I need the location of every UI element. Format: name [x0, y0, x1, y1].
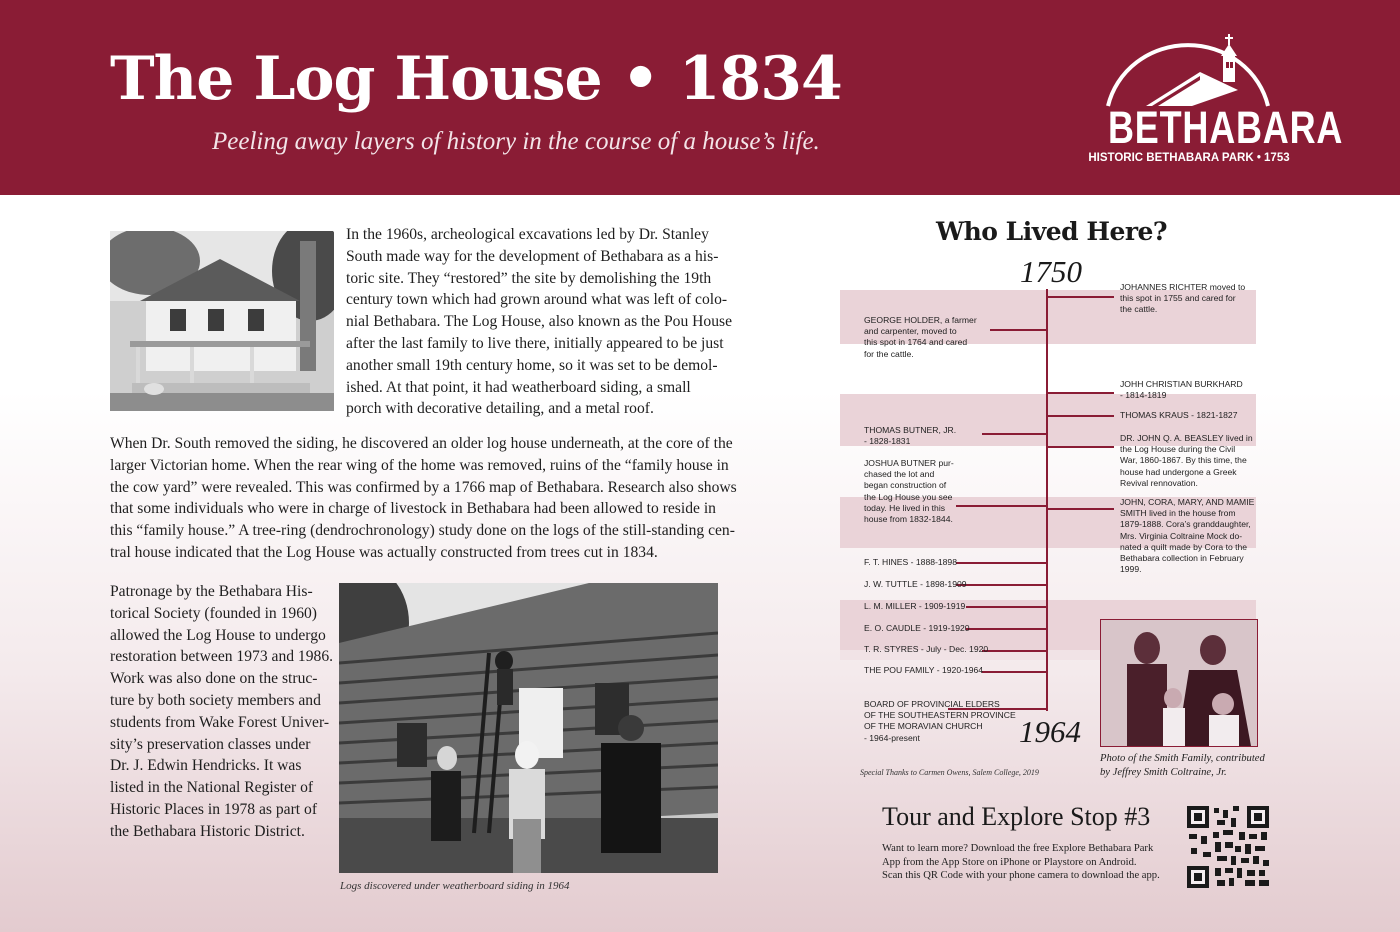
entry-line: JOHANNES RICHTER moved to	[1120, 282, 1246, 292]
entry-line: THE POU FAMILY - 1920-1964	[864, 665, 984, 675]
timeline-entry-miller	[864, 601, 965, 612]
page-subtitle: Peeling away layers of history in the course of a house’s life.	[212, 128, 820, 155]
entry-line: SMITH lived in the house from	[1120, 508, 1236, 519]
timeline-entry-hines	[864, 557, 957, 568]
entry-line: BOARD OF PROVINCIAL ELDERS	[864, 699, 1000, 709]
entry-line: chased the lot and	[864, 469, 935, 480]
timeline-heading: Who Lived Here?	[936, 217, 1168, 246]
entry-line: began construction of	[864, 480, 947, 491]
timeline-tick	[966, 628, 1046, 630]
intro-line: ished. At that point, it had weatherboard siding, a small	[346, 378, 691, 396]
entry-line: T. R. STYRES - July - Dec. 1920	[864, 644, 989, 654]
discovery-line: When Dr. South removed the siding, he discovered an older log house underneath, at the core of the	[110, 435, 733, 452]
discovery-paragraph	[110, 433, 737, 564]
patronage-line: Patronage by the Bethabara His-	[110, 583, 313, 600]
entry-line: DR. JOHN Q. A. BEASLEY lived in	[1120, 433, 1253, 443]
patronage-line: restoration between 1973 and 1986.	[110, 648, 334, 666]
intro-line: porch with decorative detailing, and a metal roof.	[346, 400, 654, 418]
entry-line: OF THE MORAVIAN CHURCH	[864, 721, 983, 732]
entry-line: War, 1860-1867. By this time, the	[1120, 455, 1247, 466]
intro-paragraph	[346, 224, 732, 420]
timeline-tick	[1048, 508, 1114, 510]
entry-line: - 1814-1819	[1120, 390, 1167, 401]
intro-line: after the last family to live there, initially appeared to be just	[346, 334, 724, 352]
log-house-restoration-photo	[339, 583, 718, 873]
entry-line: this spot in 1764 and cared	[864, 337, 968, 348]
entry-line: GEORGE HOLDER, a farmer	[864, 315, 977, 325]
entry-line: the Log House you see	[864, 491, 953, 502]
timeline-tick	[990, 329, 1046, 331]
entry-line: - 1964-present	[864, 732, 920, 743]
timeline-axis	[1046, 289, 1048, 711]
logs-photo-caption: Logs discovered under weatherboard siding in 1964	[340, 880, 570, 892]
timeline-entry-caudle	[864, 623, 970, 634]
tour-line: Scan this QR Code with your phone camera to download the app.	[882, 870, 1160, 882]
patronage-line: listed in the National Register of	[110, 779, 314, 797]
caption-line: by Jeffrey Smith Coltraine, Jr.	[1100, 766, 1227, 778]
timeline-tick	[982, 650, 1046, 652]
timeline-tick	[956, 505, 1046, 507]
timeline-entry-joshua-butner	[864, 458, 954, 525]
discovery-line: that some individuals who were in charge of livestock in Bethabara had been allowed to reside in	[110, 500, 716, 518]
intro-line: In the 1960s, archeological excavations led by Dr. Stanley	[346, 226, 709, 243]
patronage-line: torical Society (founded in 1960)	[110, 604, 317, 622]
intro-line: nial Bethabara. The Log House, also known as the Pou House	[346, 313, 733, 331]
entry-line: 1879-1888. Cora’s granddaughter,	[1120, 519, 1251, 530]
entry-line: Revival rennovation.	[1120, 477, 1198, 488]
timeline-tick	[982, 433, 1046, 435]
intro-line: South made way for the development of Bethabara as a his-	[346, 247, 719, 265]
entry-line: JOHH CHRISTIAN BURKHARD	[1120, 379, 1243, 389]
logo-wordmark: BETHABARA	[1108, 102, 1344, 153]
logo-tagline: HISTORIC BETHABARA PARK • 1753	[1088, 152, 1290, 164]
timeline-entry-tuttle	[864, 579, 967, 590]
timeline-entry-beasley	[1120, 433, 1253, 489]
entry-line: THOMAS KRAUS - 1821-1827	[1120, 410, 1238, 420]
patronage-line: Work was also done on the struc-	[110, 670, 318, 688]
victorian-house-photo	[110, 231, 334, 411]
qr-code-icon[interactable]	[1187, 806, 1269, 888]
discovery-line: larger Victorian home. When the rear wing of the home was removed, ruins of the “family house in	[110, 456, 729, 474]
smith-photo-caption	[1100, 752, 1265, 779]
timeline-entry-george-holder	[864, 315, 977, 360]
entry-line: nated a quilt made by Cora to the	[1120, 541, 1248, 552]
header-banner	[0, 0, 1400, 195]
timeline-entry-thomas-butner	[864, 425, 956, 447]
patronage-paragraph	[110, 581, 333, 843]
timeline-entry-smith-family	[1120, 497, 1254, 575]
discovery-line: the cow yard” were revealed. This was confirmed by a 1766 map of Bethabara. Research also shows	[110, 478, 737, 496]
patronage-line: ture by both society members and	[110, 691, 321, 709]
entry-line: JOSHUA BUTNER pur-	[864, 458, 954, 468]
entry-line: JOHN, CORA, MARY, AND MAMIE	[1120, 497, 1255, 507]
intro-line: another small 19th century home, so it was set to be demol-	[346, 356, 718, 374]
entry-line: - 1828-1831	[864, 436, 911, 447]
timeline-tick	[966, 606, 1046, 608]
tour-line: App from the App Store on iPhone or Playstore on Android.	[882, 856, 1137, 868]
church-roof-icon	[1088, 18, 1288, 113]
timeline-tick	[1048, 415, 1114, 417]
timeline-entry-moravian-board	[864, 699, 1016, 744]
timeline-tick	[1048, 392, 1114, 394]
entry-line: L. M. MILLER - 1909-1919	[864, 601, 966, 611]
patronage-line: Historic Places in 1978 as part of	[110, 800, 318, 818]
entry-line: house from 1832-1844.	[864, 514, 953, 525]
tour-instructions	[882, 842, 1160, 883]
timeline-tick	[982, 671, 1046, 673]
timeline-entry-thomas-kraus	[1120, 410, 1238, 421]
entry-line: THOMAS BUTNER, JR.	[864, 425, 957, 435]
patronage-line: sity’s preservation classes under	[110, 735, 311, 753]
bethabara-logo	[1088, 18, 1344, 178]
entry-line: the cattle.	[1120, 304, 1158, 315]
entry-line: Mrs. Virginia Coltraine Mock do-	[1120, 530, 1243, 541]
timeline-tick	[956, 584, 1046, 586]
timeline-tick	[1048, 446, 1114, 448]
timeline-entry-styres	[864, 644, 988, 655]
entry-line: for the cattle.	[864, 348, 914, 359]
patronage-line: students from Wake Forest Univer-	[110, 713, 330, 731]
tour-line: Want to learn more? Download the free Explore Bethabara Park	[882, 843, 1154, 854]
entry-line: the Log House during the Civil	[1120, 444, 1236, 455]
intro-line: toric site. They “restored” the site by demolishing the 19th	[346, 269, 712, 287]
patronage-line: Dr. J. Edwin Hendricks. It was	[110, 757, 302, 775]
discovery-line: tral house indicated that the Log House was actually constructed from trees cut in 1834.	[110, 543, 658, 561]
caption-line: Photo of the Smith Family, contributed	[1100, 753, 1265, 764]
intro-line: century town which had grown around what was left of colo-	[346, 291, 728, 309]
tour-stop-title: Tour and Explore Stop #3	[882, 802, 1151, 831]
timeline-start-year: 1750	[1020, 254, 1082, 289]
timeline-entry-johannes-richter	[1120, 282, 1245, 316]
entry-line: F. T. HINES - 1888-1898	[864, 557, 957, 567]
timeline-entry-burkhard	[1120, 379, 1243, 401]
entry-line: E. O. CAUDLE - 1919-1920	[864, 623, 970, 633]
entry-line: and carpenter, moved to	[864, 326, 957, 337]
special-thanks: Special Thanks to Carmen Owens, Salem College, 2019	[860, 768, 1039, 777]
page-title: The Log House • 1834	[110, 44, 842, 114]
entry-line: house had undergone a Greek	[1120, 466, 1237, 477]
discovery-line: this “family house.” A tree-ring (dendrochronology) study done on the logs of the still-standing cen-	[110, 522, 735, 540]
smith-family-photo	[1100, 619, 1258, 747]
entry-line: OF THE SOUTHEASTERN PROVINCE	[864, 710, 1016, 721]
entry-line: today. He lived in this	[864, 502, 946, 513]
patronage-line: allowed the Log House to undergo	[110, 626, 326, 644]
entry-line: 1999.	[1120, 564, 1142, 575]
timeline-entry-pou-family	[864, 665, 983, 676]
entry-line: this spot in 1755 and cared for	[1120, 293, 1236, 304]
timeline-tick	[956, 562, 1046, 564]
timeline-end-year: 1964	[1019, 714, 1081, 749]
entry-line: J. W. TUTTLE - 1898-1909	[864, 579, 967, 589]
entry-line: Bethabara collection in February	[1120, 553, 1244, 564]
timeline-tick	[1048, 296, 1114, 298]
patronage-line: the Bethabara Historic District.	[110, 822, 305, 840]
